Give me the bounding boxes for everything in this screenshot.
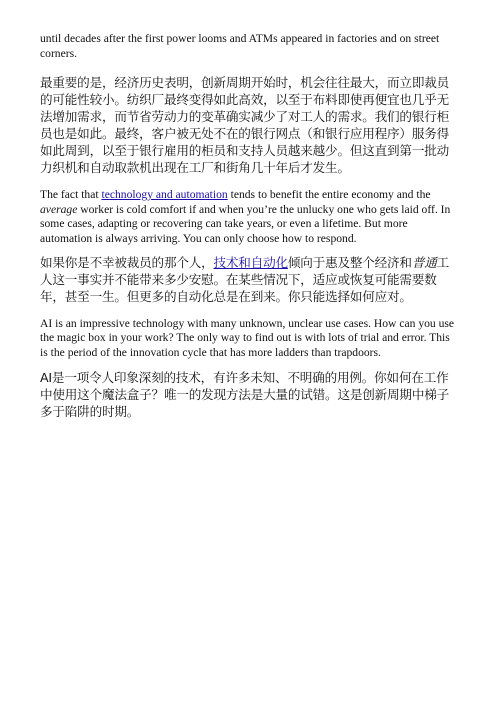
text-segment: worker is cold comfort if and when you’re the unlucky one who gets laid off. In some cases, adapting or recovering can take years, or even a lifetime. But more automation is always arriving. You can only choose how to respond. [40,202,451,245]
paragraph-en-1: until decades after the first power looms and ATMs appeared in factories and on street corners. [40,32,440,60]
emphasis-average: average [40,202,78,216]
emphasis-average-zh: 普通 [411,254,437,270]
text-segment: tends to benefit the entire economy and the [227,188,431,202]
text-segment: The fact that [40,188,102,202]
document-page [40,32,460,431]
paragraph-en-3: AI is an impressive technology with many unknown, unclear use cases. How can you use the magic box in your work? The only way to find out is with lots of trial and error. This is the period of the innovation cycle that has more ladders than trapdoors. [40,316,455,359]
paragraph-en-2 [40,188,460,246]
link-technology-and-automation[interactable]: technology and automation [101,188,228,202]
text-segment: 倾向于惠及整个经济和 [287,254,412,270]
text-segment: 工人这一事实并不能带来多少安慰。在某些情况下，适应或恢复可能需要数年，甚至一生。但更多的自动化总是在到来。你只能选择如何应对。 [40,254,450,304]
link-technology-and-automation-zh[interactable]: 技术和自动化 [213,254,288,270]
paragraph-zh-2 [40,254,460,305]
text-segment: 如果你是不幸被裁员的那个人， [40,254,214,270]
paragraph-zh-3: AI是一项令人印象深刻的技术，有许多未知、不明确的用例。你如何在工作中使用这个魔法盒子？唯一的发现方法是大量的试错。这是创新周期中梯子多于陷阱的时期。 [40,370,449,420]
paragraph-zh-1: 最重要的是，经济历史表明，创新周期开始时，机会往往最大，而立即裁员的可能性较小。纺织厂最终变得如此高效，以至于布料即使再便宜也几乎无法增加需求，而节省劳动力的变革确实减少了对工人的需求。我们的银行柜员也是如此。最终，客户被无处不在的银行网点（和银行应用程序）服务得如此周到，以至于银行雇用的柜员和支持人员越来越少。但这直到第一批动力织机和自动取款机出现在工厂和街角几十年后才发生。 [40,75,449,176]
